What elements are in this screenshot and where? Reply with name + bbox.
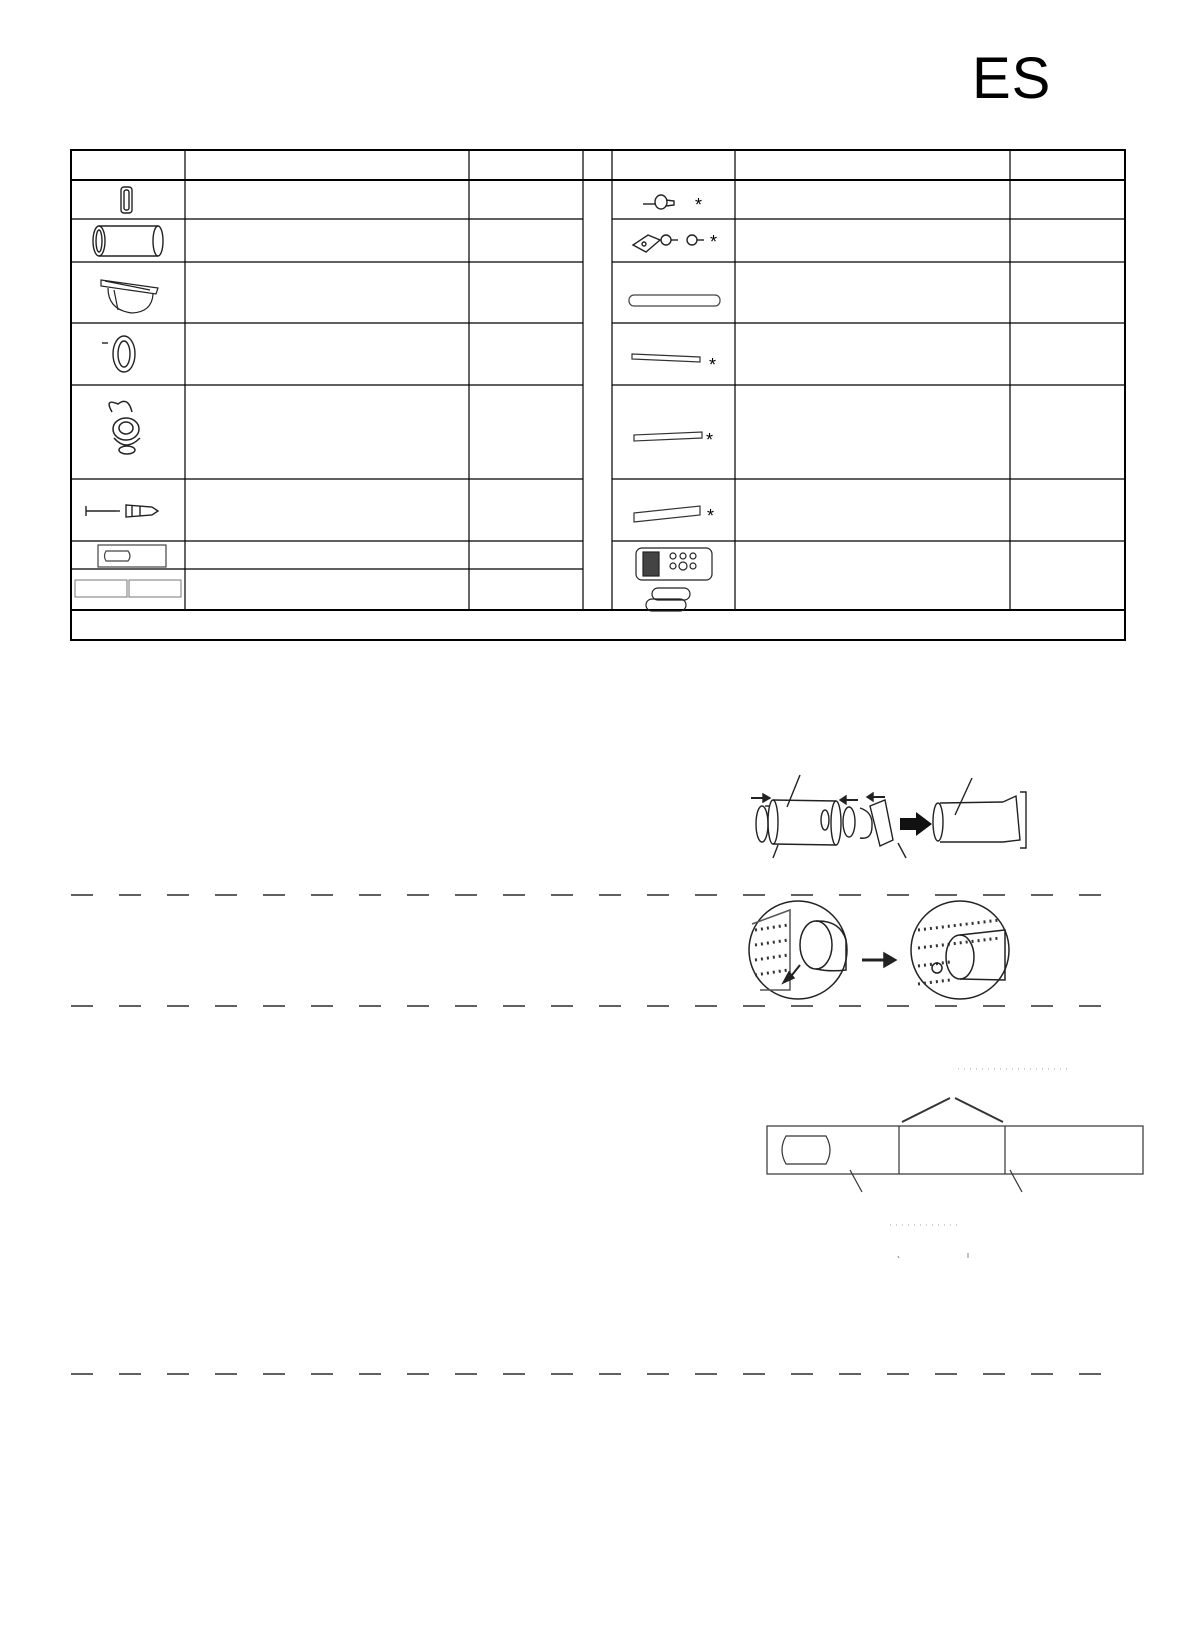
foam-seal-b-icon <box>632 354 700 362</box>
foam-seal-a-icon <box>629 295 720 306</box>
hose-connector-icon <box>102 336 135 372</box>
dashed-separators <box>71 895 1125 1374</box>
asterisk-safety-bracket: * <box>710 232 718 252</box>
foam-seal-d-icon <box>634 506 700 522</box>
window-installation-illustration <box>749 901 1009 999</box>
window-slider-kit-diagram <box>767 1069 1143 1258</box>
asterisk-foam-c: * <box>706 430 714 450</box>
hose-assembly-illustration <box>751 775 1026 858</box>
safety-bracket-and-screws-icon <box>633 235 704 252</box>
asterisk-clip-screw: * <box>695 195 703 215</box>
window-slider-panel-icon <box>98 545 166 567</box>
remote-control-and-batteries-icon <box>636 548 712 611</box>
accessories-table <box>71 150 1125 640</box>
asterisk-marks <box>695 195 717 526</box>
foam-seal-c-icon <box>634 432 702 441</box>
clip-screw-icon <box>643 195 674 209</box>
asterisk-foam-b: * <box>709 355 717 375</box>
anchor-bolt-and-screw-icon <box>86 505 158 517</box>
sliding-panel-extensions-icon <box>75 580 181 597</box>
drain-connector-icon <box>109 401 140 454</box>
wall-exhaust-connector-icon <box>101 280 158 313</box>
window-slider-adapter-icon <box>121 187 132 213</box>
asterisk-foam-d: * <box>707 506 715 526</box>
language-code: ES <box>972 46 1052 111</box>
exhaust-hose-icon <box>93 226 163 256</box>
